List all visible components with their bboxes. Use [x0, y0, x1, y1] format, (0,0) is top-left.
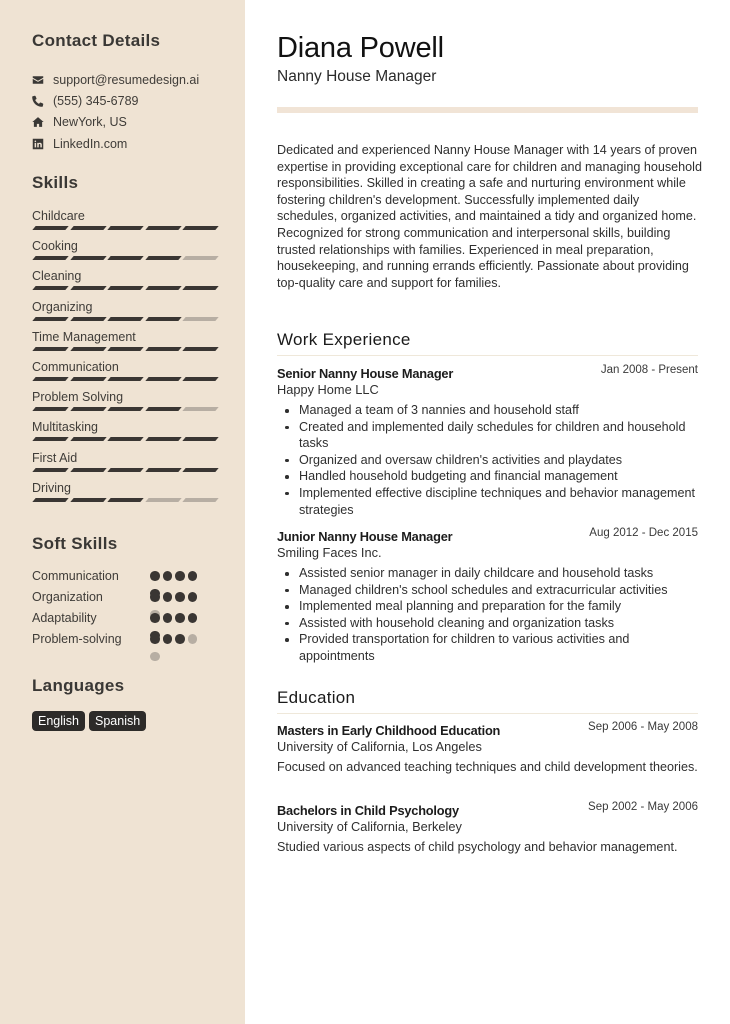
skill-level-segment — [145, 226, 181, 230]
rating-dot — [175, 571, 185, 581]
job-bullets — [277, 565, 698, 665]
education-dates: Sep 2002 - May 2006 — [588, 801, 698, 813]
skill-item — [32, 389, 217, 419]
skill-level-segment — [108, 286, 144, 290]
skill-name: Multitasking — [32, 420, 98, 435]
skill-level-segment — [32, 407, 68, 411]
skill-level-segment — [145, 256, 181, 260]
skill-level-segment — [183, 407, 219, 411]
work-heading: Work Experience — [277, 330, 411, 349]
skill-level-segment — [145, 407, 181, 411]
skill-level-segment — [32, 347, 68, 351]
job-bullet: Managed a team of 3 nannies and household staff — [299, 402, 698, 419]
skill-name: Childcare — [32, 209, 85, 223]
contact-list — [32, 69, 199, 154]
contact-location-text: NewYork, US — [53, 115, 127, 130]
skill-level-segment — [70, 468, 106, 472]
skills-list — [32, 208, 217, 510]
skill-item — [32, 329, 217, 359]
soft-skill-item — [32, 631, 222, 652]
languages-list — [32, 711, 146, 731]
skill-item — [32, 299, 217, 329]
soft-skill-rating — [150, 634, 200, 661]
skill-level-segment — [108, 226, 144, 230]
language-chip: English — [32, 711, 85, 731]
skill-level-segment — [183, 377, 219, 381]
skill-level-segment — [108, 468, 144, 472]
header-divider — [277, 107, 698, 113]
skill-level-segment — [108, 498, 144, 502]
envelope-icon — [32, 74, 44, 86]
job-bullet: Implemented effective discipline techniques and behavior management strategies — [299, 485, 698, 518]
education-heading: Education — [277, 688, 356, 707]
skill-level-segment — [70, 347, 106, 351]
skill-name: Problem Solving — [32, 390, 124, 405]
job-bullet: Handled household budgeting and financial management — [299, 468, 698, 485]
skill-level-segment — [70, 407, 106, 411]
skill-name: Cooking — [32, 239, 78, 254]
skill-item — [32, 208, 217, 238]
skill-level-segment — [183, 498, 219, 502]
skills-heading: Skills — [32, 173, 79, 192]
skill-level-segment — [183, 286, 219, 290]
work-entry — [277, 365, 698, 518]
skill-level-segment — [70, 437, 106, 441]
language-chip: Spanish — [89, 711, 146, 731]
skill-level-segment — [108, 317, 144, 321]
skill-level-segment — [145, 498, 181, 502]
skill-level-segment — [70, 256, 106, 260]
skill-level-segment — [32, 377, 68, 381]
skill-level-bars — [32, 286, 217, 290]
skill-level-segment — [32, 256, 68, 260]
skill-level-segment — [183, 226, 219, 230]
rating-dot — [175, 613, 185, 623]
rating-dot — [188, 613, 198, 623]
home-icon — [32, 116, 44, 128]
soft-skill-name: Communication — [32, 569, 119, 583]
contact-email-text: support@resumedesign.ai — [53, 72, 200, 87]
skill-level-segment — [70, 226, 106, 230]
skill-level-segment — [32, 317, 68, 321]
rating-dot — [150, 592, 160, 602]
rating-dot — [163, 613, 173, 623]
job-bullet: Assisted senior manager in daily childcare and household tasks — [299, 565, 698, 582]
skill-level-segment — [145, 317, 181, 321]
skill-level-bars — [32, 317, 217, 321]
job-bullet: Managed children's school schedules and extracurricular activities — [299, 582, 698, 599]
rating-dot — [150, 652, 160, 662]
education-divider — [277, 713, 698, 714]
skill-level-segment — [145, 437, 181, 441]
skill-level-segment — [32, 437, 68, 441]
degree-title: Masters in Early Childhood Education — [277, 723, 501, 738]
phone-icon — [32, 95, 44, 107]
skill-item — [32, 268, 217, 298]
skill-level-segment — [145, 347, 181, 351]
rating-dot — [188, 592, 198, 602]
education-dates: Sep 2006 - May 2008 — [588, 721, 698, 733]
job-dates: Aug 2012 - Dec 2015 — [589, 527, 698, 539]
skill-level-segment — [32, 498, 68, 502]
skill-name: Cleaning — [32, 269, 82, 284]
school-name: University of California, Berkeley — [277, 819, 462, 834]
job-dates: Jan 2008 - Present — [600, 364, 698, 376]
skill-level-segment — [108, 347, 144, 351]
skill-level-segment — [183, 256, 219, 260]
contact-linkedin[interactable] — [32, 133, 199, 154]
skill-level-segment — [70, 317, 106, 321]
soft-skill-name: Adaptability — [32, 611, 97, 625]
skill-level-bars — [32, 468, 217, 472]
job-company: Happy Home LLC — [277, 382, 379, 397]
skill-level-segment — [108, 437, 144, 441]
linkedin-icon — [32, 138, 44, 150]
skill-level-segment — [108, 407, 144, 411]
rating-dot — [163, 571, 173, 581]
job-title: Senior Nanny House Manager — [277, 366, 454, 381]
skill-level-segment — [183, 437, 219, 441]
soft-skill-name: Problem-solving — [32, 632, 122, 646]
job-bullet: Created and implemented daily schedules for children and household tasks — [299, 419, 698, 452]
work-entry — [277, 528, 698, 665]
education-description: Studied various aspects of child psychology and behavior management. — [277, 840, 678, 854]
candidate-title: Nanny House Manager — [277, 68, 437, 85]
contact-heading: Contact Details — [32, 31, 161, 50]
skill-level-segment — [32, 226, 68, 230]
contact-phone-text: (555) 345-6789 — [53, 93, 139, 108]
skill-item — [32, 419, 217, 449]
skill-item — [32, 359, 217, 389]
skill-name: Communication — [32, 359, 119, 374]
skill-level-segment — [183, 347, 219, 351]
job-bullet: Organized and oversaw children's activities and playdates — [299, 452, 698, 469]
job-bullet: Implemented meal planning and preparation for the family — [299, 598, 698, 615]
soft-skills-heading: Soft Skills — [32, 534, 118, 553]
soft-skill-item — [32, 610, 222, 631]
job-bullet: Provided transportation for children to various activities and appointments — [299, 631, 698, 664]
skill-level-bars — [32, 256, 217, 260]
contact-phone[interactable] — [32, 90, 199, 111]
skill-name: First Aid — [32, 450, 78, 465]
degree-title: Bachelors in Child Psychology — [277, 803, 459, 818]
skill-item — [32, 480, 217, 510]
rating-dot — [150, 571, 160, 581]
school-name: University of California, Los Angeles — [277, 739, 482, 754]
rating-dot — [150, 613, 160, 623]
rating-dot — [163, 634, 173, 644]
skill-item — [32, 238, 217, 268]
skill-name: Organizing — [32, 299, 93, 314]
skill-level-segment — [145, 468, 181, 472]
education-description: Focused on advanced teaching techniques and child development theories. — [277, 760, 698, 774]
skill-level-bars — [32, 407, 217, 411]
skill-level-bars — [32, 347, 217, 351]
rating-dot — [188, 634, 198, 644]
languages-heading: Languages — [32, 676, 125, 695]
skill-level-segment — [32, 468, 68, 472]
rating-dot — [163, 592, 173, 602]
skill-level-segment — [70, 498, 106, 502]
soft-skills-list — [32, 568, 222, 652]
job-bullet: Assisted with household cleaning and organization tasks — [299, 615, 698, 632]
skill-level-segment — [183, 468, 219, 472]
job-company: Smiling Faces Inc. — [277, 545, 382, 560]
summary-text: Dedicated and experienced Nanny House Manager with 14 years of proven expertise in providing exceptional care for children and managing household responsibilities. Skilled in creating a safe and nurturing environment while fostering children's development. Successfully implemented daily schedules, organized activities, and maintained a tidy and organized home. Recognized for strong communication and interpersonal skills, building trusted relationships with families. Experienced in meal preparation, housekeeping, and running errands efficiently. Passionate about providing top-quality care and support for families. — [277, 143, 702, 290]
skill-level-bars — [32, 498, 217, 502]
education-entry — [277, 802, 698, 856]
rating-dot — [188, 571, 198, 581]
skill-level-bars — [32, 377, 217, 381]
soft-skill-item — [32, 589, 222, 610]
soft-skill-name: Organization — [32, 590, 103, 604]
skill-level-segment — [183, 317, 219, 321]
rating-dot — [175, 634, 185, 644]
job-title: Junior Nanny House Manager — [277, 529, 453, 544]
contact-email[interactable] — [32, 69, 199, 90]
job-bullets — [277, 402, 698, 518]
rating-dot — [175, 592, 185, 602]
skill-level-segment — [145, 286, 181, 290]
rating-dot — [150, 634, 160, 644]
skill-level-bars — [32, 226, 217, 230]
skill-item — [32, 450, 217, 480]
work-divider — [277, 355, 698, 356]
skill-level-segment — [108, 256, 144, 260]
skill-name: Time Management — [32, 329, 136, 344]
skill-level-segment — [108, 377, 144, 381]
skill-level-segment — [70, 286, 106, 290]
candidate-name: Diana Powell — [277, 32, 444, 64]
skill-level-segment — [70, 377, 106, 381]
skill-name: Driving — [32, 480, 71, 495]
soft-skill-item — [32, 568, 222, 589]
skill-level-segment — [145, 377, 181, 381]
skill-level-bars — [32, 437, 217, 441]
contact-linkedin-text: LinkedIn.com — [53, 136, 128, 151]
contact-location — [32, 112, 199, 133]
education-entry — [277, 722, 698, 776]
skill-level-segment — [32, 286, 68, 290]
